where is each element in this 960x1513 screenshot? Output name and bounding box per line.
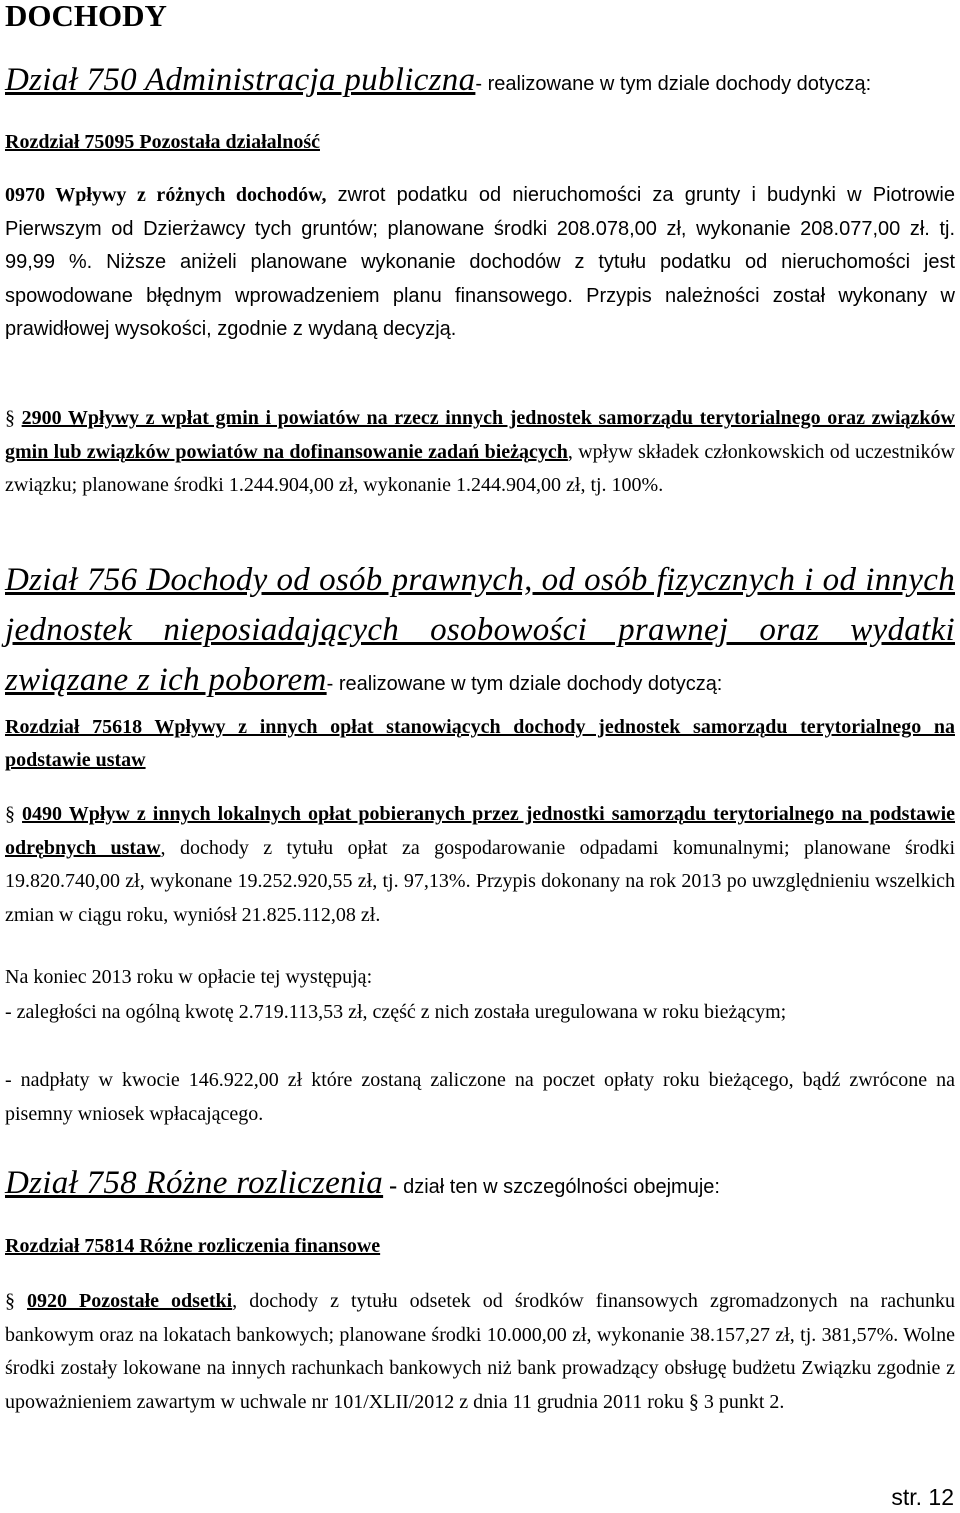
- section-758-title: Dział 758 Różne rozliczenia: [5, 1165, 384, 1201]
- section-sign: §: [5, 803, 15, 825]
- paragraph-2900-heading: 2900 Wpływy z wpłat gmin i powiatów na rzecz innych jednostek samorządu terytorialnego oraz związków gmin lub związków powiatów na dofinansowanie zadań bieżących: [5, 407, 955, 463]
- koniec-roku-line: Na koniec 2013 roku w opłacie tej występują:: [5, 966, 373, 988]
- rozdzial-75095: Rozdział 75095 Pozostała działalność: [5, 131, 320, 153]
- nadplaty-line: - nadpłaty w kwocie 146.922,00 zł które zostaną zaliczone na poczet opłaty roku bieżącego, bądź zwrócone na pisemny wniosek wpłacającego.: [5, 1069, 955, 1125]
- paragraph-2900: [5, 402, 955, 503]
- section-758-heading: [5, 1165, 955, 1202]
- page-number: str. 12: [891, 1484, 954, 1510]
- paragraph-0490: [5, 798, 955, 932]
- paragraph-0920: [5, 1285, 955, 1419]
- section-758-dash: -: [383, 1173, 404, 1199]
- section-756-heading: [5, 558, 955, 708]
- rozdzial-75814: Rozdział 75814 Różne rozliczenia finansowe: [5, 1235, 381, 1257]
- section-756-title: Dział 756 Dochody od osób prawnych, od osób fizycznych i od innych jednostek nieposiadających osobowości prawnej oraz wydatki związane z ich poborem: [5, 562, 955, 698]
- section-750-heading: [5, 62, 955, 99]
- zaleglosci-line: - zaległości na ogólną kwotę 2.719.113,53 zł, część z nich została uregulowana w roku bieżącym;: [5, 1001, 787, 1023]
- section-sign: §: [5, 407, 15, 429]
- paragraph-0490-heading: 0490 Wpływ z innych lokalnych opłat pobieranych przez jednostki samorządu terytorialnego na podstawie odrębnych ustaw: [5, 803, 956, 859]
- paragraph-0970: [5, 179, 955, 347]
- rozdzial-75618: Rozdział 75618 Wpływy z innych opłat stanowiących dochody jednostek samorządu terytorialnego na podstawie ustaw: [5, 716, 955, 771]
- paragraph-0920-text: , dochody z tytułu odsetek od środków finansowych zgromadzonych na rachunku bankowym oraz na lokatach bankowych; planowane środki 10.000,00 zł, wykonanie 38.157,27 zł, tj. 381,57%. Wolne środki zostały lokowane na innych rachunkach bankowych niż bank prowadzący obsługę budżetu Związku zgodnie z upoważnieniem zawartym w uchwale nr 101/XLII/2012 z dnia 11 grudnia 2011 roku § 3 punkt 2.: [5, 1290, 956, 1413]
- section-sign: §: [5, 1290, 15, 1312]
- section-756-suffix: - realizowane w tym dziale dochody dotyczą:: [326, 673, 723, 695]
- section-758-suffix: dział ten w szczególności obejmuje:: [403, 1176, 720, 1198]
- paragraph-0920-heading: 0920 Pozostałe odsetki: [27, 1290, 233, 1312]
- paragraph-2900-text: , wpływ składek członkowskich od uczestników związku; planowane środki 1.244.904,00 zł, wykonanie 1.244.904,00 zł, tj. 100%.: [5, 440, 955, 496]
- paragraph-0490-text: , dochody z tytułu opłat za gospodarowanie odpadami komunalnymi; planowane środki 19.820.740,00 zł, wykonane 19.252.920,55 zł, tj. 97,13%. Przypis dokonany na rok 2013 po uwzględnieniu wszelkich zmian w ciągu roku, wyniósł 21.825.112,08 zł.: [5, 836, 955, 926]
- paragraph-0970-text: zwrot podatku od nieruchomości za grunty i budynki w Piotrowie Pierwszym od Dzierżawcy tych gruntów; planowane środki 208.078,00 zł, wykonanie 208.077,00 zł. tj. 99,99 %. Niższe aniżeli planowane wykonanie dochodów z tytułu podatku od nieruchomości jest spowodowane błędnym wprowadzeniem planu finansowego. Przypis należności został wykonany w prawidłowej wysokości, zgodnie z wydaną decyzją.: [5, 184, 955, 340]
- page-title: DOCHODY: [5, 0, 167, 33]
- paragraph-0970-heading: 0970 Wpływy z różnych dochodów,: [5, 184, 327, 206]
- section-750-suffix: - realizowane w tym dziale dochody dotyczą:: [475, 73, 872, 95]
- section-750-title: Dział 750 Administracja publiczna: [5, 62, 476, 98]
